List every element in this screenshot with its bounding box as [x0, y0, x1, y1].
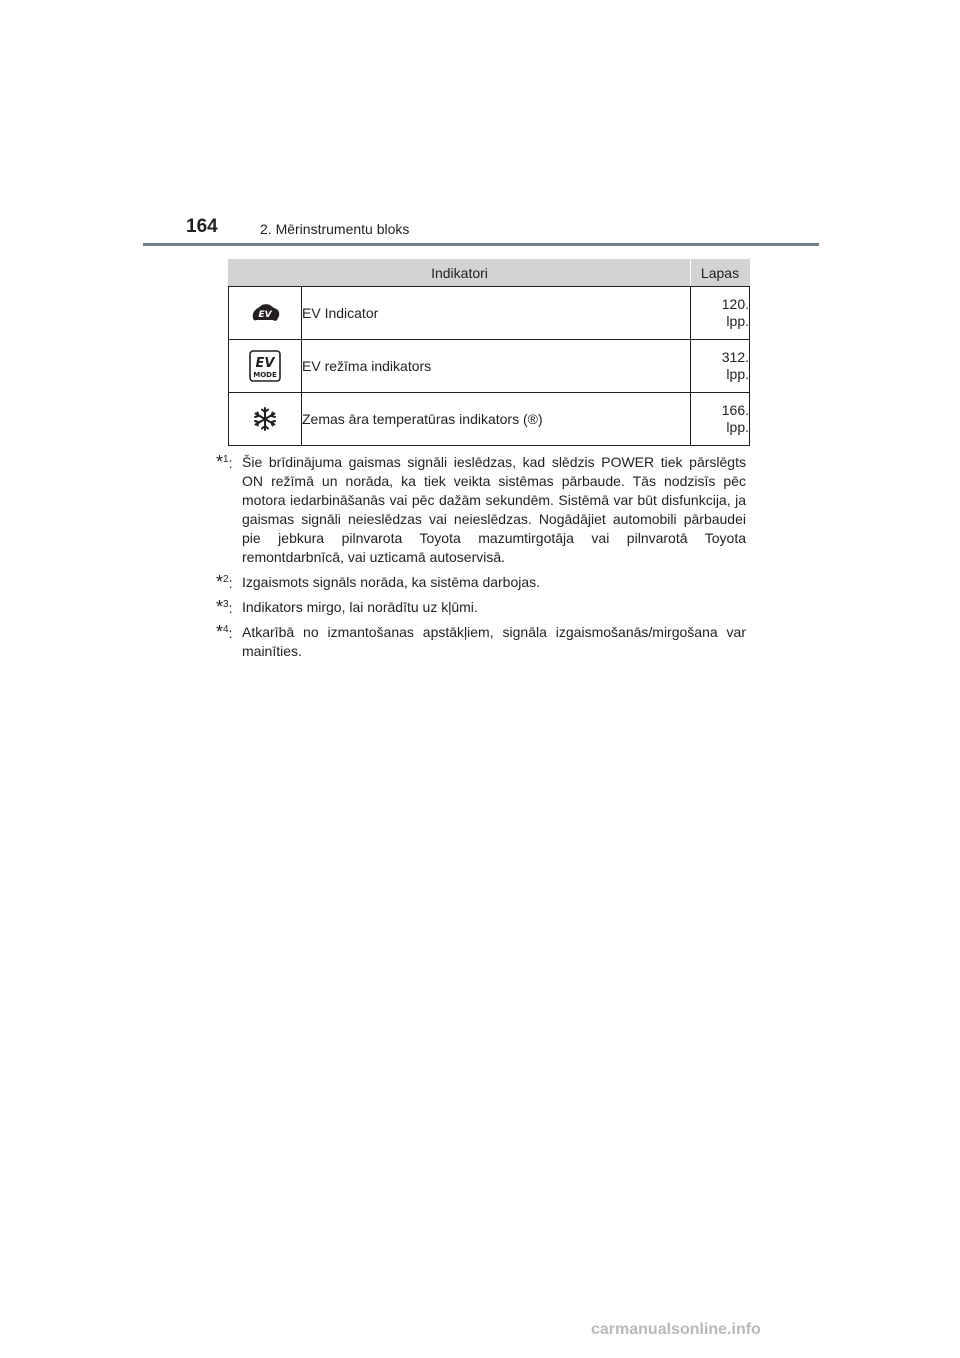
column-header-pages: Lapas [691, 259, 750, 287]
indicator-name: Zemas āra temperatūras indikators (®) [302, 393, 691, 446]
table-row [229, 340, 750, 393]
ev-mode-icon-mode-text: MODE [253, 371, 277, 379]
icon-cell [229, 287, 302, 340]
footnote-text: Atkarībā no izmantošanas apstākļiem, signāla izgaismošanās/mirgošana var mainīties. [242, 624, 746, 659]
watermark: carmanualsonline.info [591, 1321, 761, 1338]
page-number-value: 166. [721, 402, 749, 418]
indicator-name: EV režīma indikators [302, 340, 691, 393]
ev-indicator-icon [249, 302, 281, 324]
footnote-3 [216, 598, 746, 617]
footnote-2 [216, 573, 746, 592]
page-number-value: 312. [721, 349, 749, 365]
footnote-star: * [216, 572, 224, 592]
page-reference [691, 340, 750, 393]
table-header-row [229, 259, 750, 287]
footnote-star: * [216, 452, 224, 472]
footnote-marker: *$^4$: [216, 622, 233, 642]
table-row [229, 287, 750, 340]
indicators-table [228, 258, 750, 446]
column-header-indicators: Indikatori [229, 259, 691, 287]
ev-mode-icon [248, 349, 282, 383]
footnote-text: Indikators mirgo, lai norādītu uz kļūmi. [242, 599, 478, 615]
indicator-name: EV Indicator [302, 287, 691, 340]
section-title: 2. Mērinstrumentu bloks [260, 221, 410, 237]
footnotes [216, 453, 746, 667]
ev-indicator-icon-text: EV [258, 310, 272, 320]
page-unit: lpp. [726, 419, 749, 435]
footnote-number: 4 [223, 624, 229, 635]
page-unit: lpp. [726, 313, 749, 329]
footnote-number: 3 [223, 599, 229, 610]
page-reference [691, 287, 750, 340]
page-reference [691, 393, 750, 446]
footnote-marker: *$^1$: [216, 452, 233, 472]
footnote-4 [216, 623, 746, 661]
ev-mode-icon-ev-text: EV [255, 356, 275, 371]
header-rule [143, 243, 819, 246]
table-row [229, 393, 750, 446]
page-unit: lpp. [726, 366, 749, 382]
footnote-marker: *$^2$: [216, 572, 233, 592]
footnote-number: 2 [223, 574, 229, 585]
footnote-text: Šie brīdinājuma gaismas signāli ieslēdzas, kad slēdzis POWER tiek pārslēgts ON režīmā un norāda, ka tiek veikta sistēmas pārbaude. Tās nodzisīs pēc motora iedarbināšanās vai pēc dažām sekundēm. Sistēmā var būt disfunkcija, ja gaismas signāli neieslēdzas vai neieslēdzas. Nogādājiet automobili pārbaudei pie jebkura pilnvarota Toyota mazumtirgotāja vai pilnvarotā Toyota remontdarbnīcā, vai uzticamā autoservisā. [242, 454, 746, 565]
page-number: 164 [186, 216, 218, 237]
footnote-star: * [216, 622, 224, 642]
footnote-text: Izgaismots signāls norāda, ka sistēma darbojas. [242, 574, 541, 590]
icon-cell [229, 393, 302, 446]
icon-cell [229, 340, 302, 393]
footnote-number: 1 [223, 454, 229, 465]
footnote-1 [216, 453, 746, 567]
footnote-marker: *$^3$: [216, 597, 233, 617]
footnote-star: * [216, 597, 224, 617]
snowflake-icon [252, 406, 278, 432]
page-number-value: 120. [721, 296, 749, 312]
